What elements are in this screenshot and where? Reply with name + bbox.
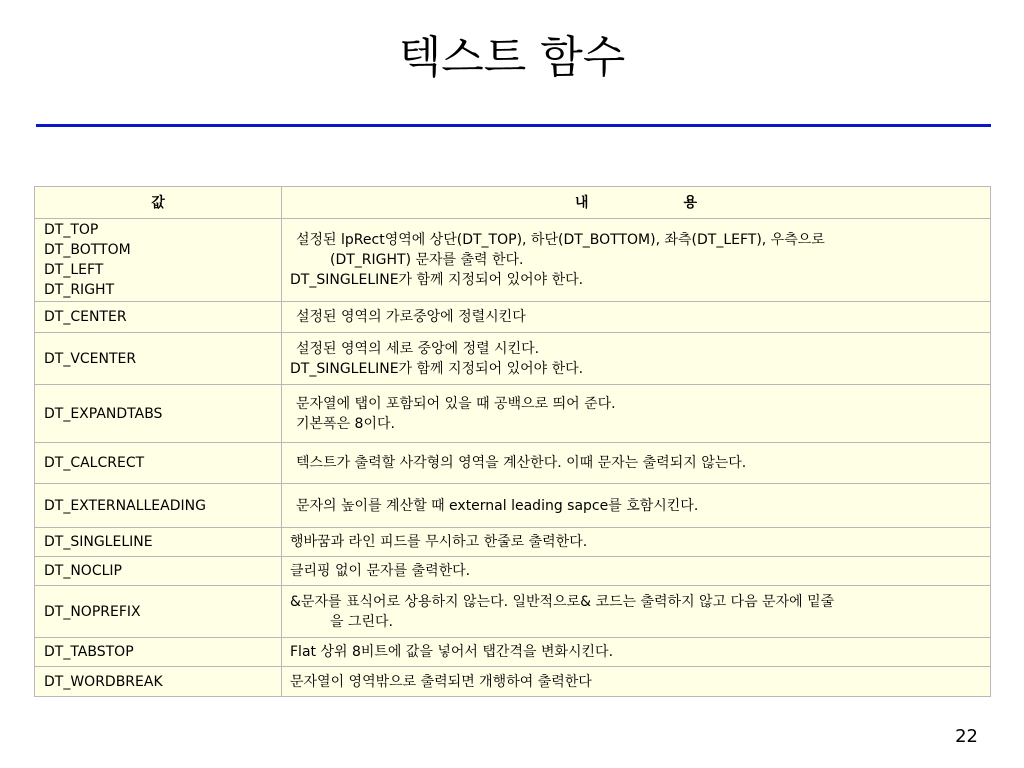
row-content (282, 333, 991, 385)
row-content (282, 557, 991, 586)
content-line: 행바꿈과 라인 피드를 무시하고 한줄로 출력한다. (290, 534, 588, 550)
header-content (282, 187, 991, 219)
table-row (35, 333, 991, 385)
row-key: DT_NOPREFIX (35, 586, 282, 638)
row-key: DT_SINGLELINE (35, 528, 282, 557)
row-content (282, 302, 991, 333)
table-row (35, 528, 991, 557)
table-header-row (35, 187, 991, 219)
row-content (282, 484, 991, 528)
row-key: DT_EXPANDTABS (35, 385, 282, 443)
table-row (35, 586, 991, 638)
title-underline (36, 124, 991, 127)
content-line: 클리핑 없이 문자를 출력한다. (290, 563, 471, 579)
header-content-char2: 용 (683, 194, 698, 211)
table-row (35, 385, 991, 443)
key-line: DT_LEFT (44, 262, 104, 278)
row-key: DT_EXTERNALLEADING (35, 484, 282, 528)
content-line: DT_SINGLELINE가 함께 지정되어 있어야 한다. (290, 360, 584, 377)
content-line: Flat 상위 8비트에 값을 넣어서 탭간격을 변화시킨다. (290, 644, 614, 660)
row-key: DT_NOCLIP (35, 557, 282, 586)
row-key: DT_CENTER (35, 302, 282, 333)
row-key: DT_TABSTOP (35, 638, 282, 667)
table-row (35, 638, 991, 667)
content-line: 문자의 높이를 계산할 때 external leading sapce를 호함시킨다. (296, 497, 699, 514)
content-line: 설정된 영역의 세로 중앙에 정렬 시킨다. (296, 340, 540, 357)
page-number: 22 (955, 726, 978, 747)
content-line: 설정된 영역의 가로중앙에 정렬시킨다 (296, 309, 526, 325)
row-key: DT_CALCRECT (35, 443, 282, 484)
table-row (35, 557, 991, 586)
content-line: 문자열에 탭이 포함되어 있을 때 공백으로 띄어 준다. (296, 395, 616, 412)
row-key: DT_WORDBREAK (35, 667, 282, 697)
table-row (35, 443, 991, 484)
row-content (282, 385, 991, 443)
content-line: &문자를 표식어로 상용하지 않는다. 일반적으로& 코드는 출력하지 않고 다음 문자에 밑줄 (290, 593, 835, 610)
row-key (35, 219, 282, 302)
content-line: 을 그린다. (330, 613, 393, 630)
header-value: 값 (35, 187, 282, 219)
table-row (35, 667, 991, 697)
slide-title: 텍스트 함수 (398, 32, 626, 83)
row-content (282, 586, 991, 638)
content-line: 기본폭은 8이다. (296, 415, 395, 432)
row-content (282, 638, 991, 667)
key-line: DT_RIGHT (44, 282, 115, 298)
row-content (282, 667, 991, 697)
table-row (35, 302, 991, 333)
content-line: (DT_RIGHT) 문자를 출력 한다. (330, 252, 524, 268)
text-function-table (34, 186, 991, 697)
content-line: 설정된 lpRect영역에 상단(DT_TOP), 하단(DT_BOTTOM), 좌측(DT_LEFT), 우측으로 (296, 232, 825, 248)
content-line: DT_SINGLELINE가 함께 지정되어 있어야 한다. (290, 272, 584, 288)
row-content (282, 528, 991, 557)
row-content (282, 443, 991, 484)
row-key: DT_VCENTER (35, 333, 282, 385)
table-row (35, 484, 991, 528)
row-content (282, 219, 991, 302)
key-line: DT_TOP (44, 222, 99, 238)
content-line: 문자열이 영역밖으로 출력되면 개행하여 출력한다 (290, 673, 592, 690)
table-row (35, 219, 991, 302)
key-line: DT_BOTTOM (44, 242, 131, 258)
header-content-char1: 내 (574, 194, 589, 211)
content-line: 텍스트가 출력할 사각형의 영역을 계산한다. 이때 문자는 출력되지 않는다. (296, 455, 747, 471)
